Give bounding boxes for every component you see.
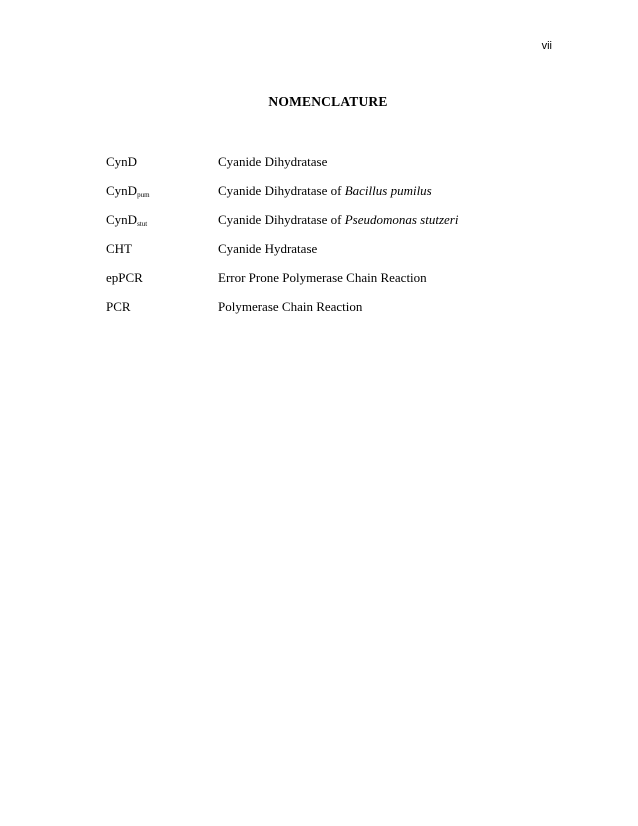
definition: Cyanide Dihydratase: [218, 154, 328, 169]
abbreviation: CHT: [106, 241, 132, 256]
abbreviation: CynD$_{stut}$: [106, 212, 148, 228]
nomenclature-row: [106, 299, 458, 328]
nomenclature-row: [106, 241, 458, 270]
abbreviation: CynD: [106, 154, 138, 169]
definition: Error Prone Polymerase Chain Reaction: [218, 270, 427, 285]
abbreviation: epPCR: [106, 270, 143, 285]
nomenclature-row: [106, 154, 458, 183]
nomenclature-list: [106, 154, 458, 328]
page-title: NOMENCLATURE: [268, 94, 388, 109]
definition: Cyanide Hydratase: [218, 241, 318, 256]
definition: Cyanide Dihydratase of Bacillus pumilus: [218, 183, 432, 198]
definition: Polymerase Chain Reaction: [218, 299, 363, 314]
abbreviation: CynD$_{pum}$: [106, 183, 150, 199]
nomenclature-row: [106, 183, 458, 212]
abbreviation: PCR: [106, 299, 131, 314]
definition: Cyanide Dihydratase of Pseudomonas stutzeri: [218, 212, 459, 227]
page-number: vii: [541, 40, 552, 52]
nomenclature-row: [106, 270, 458, 299]
nomenclature-row: [106, 212, 458, 241]
